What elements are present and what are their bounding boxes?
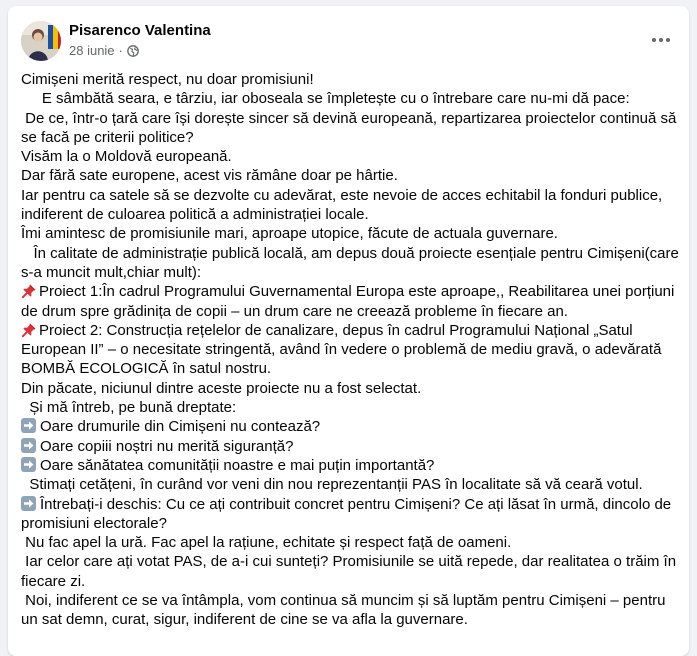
- post-text-content: s-a muncit mult,chiar mult):: [21, 263, 202, 281]
- post-text-line: [21, 70, 681, 89]
- post-text-content: un sat demn, curat, sigur, indiferent de cine se va afla la guvernare.: [21, 611, 468, 629]
- post-text-content: European II” – o necesitate stringentă, având în vedere o problemă de mediu gravă, o adevărată: [21, 341, 662, 359]
- right-arrow-icon: [21, 496, 36, 511]
- post-text-line: [21, 417, 681, 436]
- post-text: [21, 70, 681, 630]
- post-text-line: [21, 166, 681, 185]
- post-text-line: [21, 205, 681, 224]
- post-text-line: [21, 591, 681, 610]
- post-text-content: Oare copiii noștri nu merită siguranță?: [40, 437, 294, 455]
- post-text-content: E sâmbătă seara, e târziu, iar oboseala se împletește cu o întrebare care nu-mi dă pace:: [21, 90, 630, 108]
- post-text-content: Îmi amintesc de promisiunile mari, aproape utopice, făcute de actuala guvernare.: [21, 225, 558, 243]
- post-text-content: promisiuni electorale?: [21, 514, 167, 532]
- post-text-line: [21, 263, 681, 282]
- post-text-content: se facă pe criterii politice?: [21, 128, 194, 146]
- meta-separator: ·: [118, 43, 123, 58]
- post-text-line: [21, 552, 681, 571]
- post-text-content: Dar fără sate europene, acest vis rămâne doar pe hârtie.: [21, 167, 398, 185]
- post-text-line: [21, 340, 681, 359]
- post-text-line: [21, 128, 681, 147]
- avatar[interactable]: [21, 21, 61, 61]
- pushpin-icon: [21, 322, 37, 338]
- post-text-content: Noi, indiferent ce se va întâmpla, vom continua să muncim și să luptăm pentru Cimișeni – pentru: [21, 592, 666, 610]
- post-text-line: [21, 514, 681, 533]
- post-text-line: [21, 321, 681, 340]
- post-text-content: Proiect 2: Construcția rețelelor de canalizare, depus în cadrul Programului Național „Satul: [39, 321, 633, 339]
- post-text-content: Visăm la o Moldovă europeană.: [21, 148, 232, 166]
- post-text-content: De ce, într-o țară care își dorește sincer să devină europeană, repartizarea proiectelor continuă să: [21, 109, 677, 127]
- post-text-content: Proiect 1:În cadrul Programului Guvernamental Europa este aproape,, Reabilitarea unei porțiuni: [39, 283, 675, 301]
- post-text-line: [21, 224, 681, 243]
- post-text-line: [21, 398, 681, 417]
- right-arrow-icon: [21, 418, 36, 433]
- post-text-content: Stimați cetățeni, în curând vor veni din nou reprezentanții PAS în localitate să vă ceară votul.: [21, 476, 643, 494]
- post-text-content: Iar celor care ați votat PAS, de a-i cui sunteți? Promisiunile se uită repede, dar realitatea o trăim în: [21, 553, 677, 571]
- post-text-content: Iar pentru ca satele să se dezvolte cu adevărat, este nevoie de acces echitabil la fonduri publice,: [21, 186, 663, 204]
- post-text-line: [21, 89, 681, 108]
- post-text-line: [21, 359, 681, 378]
- globe-icon[interactable]: [127, 45, 139, 57]
- post-text-line: [21, 533, 681, 552]
- post-text-content: BOMBĂ ECOLOGICĂ în satul nostru.: [21, 360, 272, 378]
- post-text-line: [21, 244, 681, 263]
- post-text-line: [21, 475, 681, 494]
- right-arrow-icon: [21, 457, 36, 472]
- post-text-content: de drum spre grădinița de copii – un drum care ne creează probleme în fiecare an.: [21, 302, 568, 320]
- post-text-line: [21, 379, 681, 398]
- post-text-line: [21, 109, 681, 128]
- post-text-line: [21, 610, 681, 629]
- post-text-line: [21, 495, 681, 514]
- post-text-line: [21, 456, 681, 475]
- post-text-content: Nu fac apel la ură. Fac apel la rațiune, echitate și respect față de oameni.: [21, 534, 512, 552]
- post-text-content: Oare drumurile din Cimișeni nu contează?: [40, 418, 321, 436]
- post-text-content: Și mă întreb, pe bună dreptate:: [21, 399, 237, 417]
- pushpin-icon: [21, 283, 37, 299]
- post-text-content: fiecare zi.: [21, 572, 86, 590]
- post-text-line: [21, 572, 681, 591]
- more-options-icon[interactable]: [643, 26, 679, 54]
- facebook-post: [8, 6, 689, 656]
- post-text-line: [21, 282, 681, 301]
- post-text-content: Cimișeni merită respect, nu doar promisiuni!: [21, 71, 314, 88]
- post-meta: [69, 43, 139, 58]
- post-text-content: indiferent de culoarea politică a administrației locale.: [21, 206, 369, 224]
- post-date[interactable]: 28 iunie: [69, 43, 115, 58]
- post-text-line: [21, 302, 681, 321]
- post-text-content: Întrebați-i deschis: Cu ce ați contribuit concret pentru Cimișeni? Ce ați lăsat în urmă, dincolo de: [40, 495, 672, 513]
- post-text-content: În calitate de administrație publică locală, am depus două proiecte esențiale pentru Cimișeni(care: [21, 244, 679, 262]
- right-arrow-icon: [21, 438, 36, 453]
- post-text-line: [21, 147, 681, 166]
- post-header: [8, 6, 689, 66]
- post-text-line: [21, 186, 681, 205]
- post-text-line: [21, 437, 681, 456]
- post-text-content: Din păcate, niciunul dintre aceste proiecte nu a fost selectat.: [21, 379, 422, 397]
- author-name[interactable]: Pisarenco Valentina: [69, 22, 211, 39]
- post-text-content: Oare sănătatea comunității noastre e mai puțin importantă?: [40, 456, 435, 474]
